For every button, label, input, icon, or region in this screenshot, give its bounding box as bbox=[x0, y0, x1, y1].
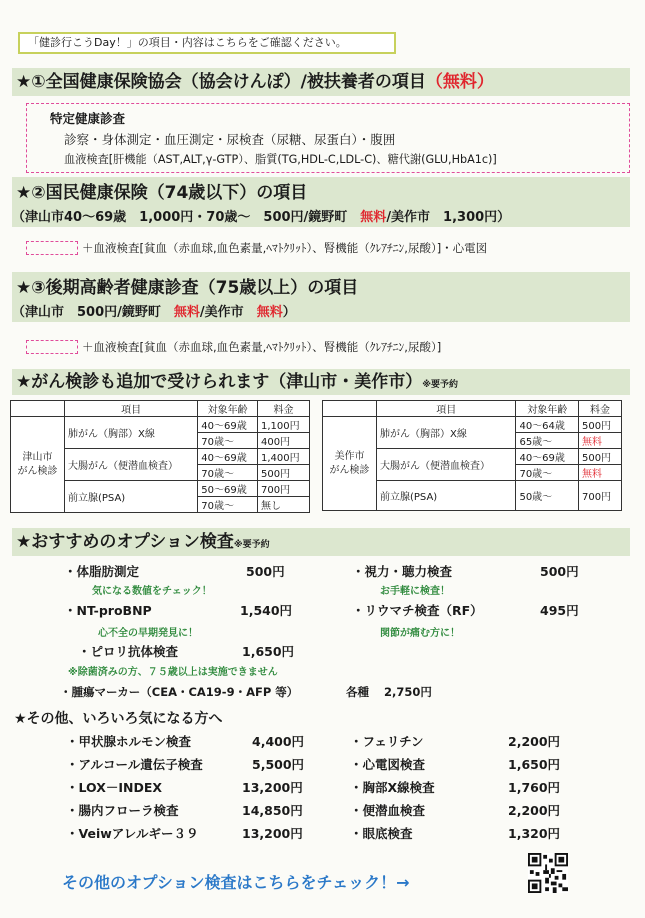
mimasaka-label bbox=[323, 417, 377, 511]
options-header bbox=[12, 528, 630, 556]
other-item-ecg-price: 1,650円 bbox=[508, 757, 561, 772]
table-cell: 65歳～ bbox=[516, 433, 579, 449]
option-tumor-marker-label: 各種 bbox=[346, 685, 369, 699]
option-body-fat-price: 500円 bbox=[246, 564, 285, 579]
other-item-fundus-price: 1,320円 bbox=[508, 826, 561, 841]
option-vision-hearing: ・視力・聴力検査 bbox=[352, 564, 453, 579]
option-pylori-desc: ※除菌済みの方、７５歳以上は実施できません bbox=[68, 667, 278, 678]
option-nt-probnp-price: 1,540円 bbox=[240, 603, 293, 618]
table-header-row bbox=[323, 401, 622, 417]
table-cell: 70歳～ bbox=[516, 465, 579, 481]
other-item-ferritin: ・フェリチン bbox=[350, 734, 424, 749]
table-cell: 500円 bbox=[258, 465, 310, 481]
section3-free-1: 無料 bbox=[173, 305, 200, 320]
mimasaka-cancer-table bbox=[322, 400, 622, 511]
option-body-fat-desc: 気になる数値をチェック！ bbox=[92, 586, 212, 597]
table-cell: 1,400円 bbox=[258, 449, 310, 465]
table-cell: 無料 bbox=[578, 465, 621, 481]
specific-checkup-line1: 診察・身体測定・血圧測定・尿検査（尿糖、尿蛋白）・腹囲 bbox=[64, 132, 396, 147]
section3-free-2: 無料 bbox=[256, 305, 283, 320]
table-cell: 50～69歳 bbox=[198, 481, 258, 497]
others-title: ★その他、いろいろ気になる方へ bbox=[14, 711, 223, 727]
tsuyama-label bbox=[11, 417, 65, 513]
option-rheumatoid-price: 495円 bbox=[540, 603, 579, 618]
table-cell: 400円 bbox=[258, 433, 310, 449]
other-item-alcohol-gene: ・アルコール遺伝子検査 bbox=[66, 757, 203, 772]
section3-prices bbox=[12, 301, 296, 320]
tsuyama-label-2: がん検診 bbox=[17, 465, 58, 477]
table-header: 対象年齢 bbox=[516, 401, 579, 417]
table-cell: 前立腺(PSA) bbox=[65, 481, 198, 513]
more-options-link[interactable]: その他のオプション検査はこちらをチェック！→ bbox=[62, 873, 410, 892]
table-cell: 1,100円 bbox=[258, 417, 310, 433]
option-tumor-marker: ・腫瘍マーカー（CEA・CA19-9・AFP 等） bbox=[60, 685, 299, 699]
option-nt-probnp: ・NT-proBNP bbox=[64, 603, 152, 618]
other-item-gut-flora: ・腸内フローラ検査 bbox=[66, 803, 179, 818]
table-cell: 40～64歳 bbox=[516, 417, 579, 433]
section3-price-c: ） bbox=[282, 305, 296, 320]
other-item-chest-xray: ・胸部X線検査 bbox=[350, 780, 435, 795]
table-cell: 70歳～ bbox=[198, 497, 258, 513]
section2-dashed-marker bbox=[26, 241, 78, 255]
other-item-thyroid: ・甲状腺ホルモン検査 bbox=[66, 734, 192, 749]
table-cell: 無し bbox=[258, 497, 310, 513]
mimasaka-label-1: 美作市 bbox=[334, 450, 365, 462]
table-cell: 70歳～ bbox=[198, 433, 258, 449]
table-cell: 500円 bbox=[578, 449, 621, 465]
section3-price-b: /美作市 bbox=[199, 305, 244, 320]
option-vision-hearing-desc: お手軽に検査！ bbox=[380, 586, 450, 597]
options-note: ※要予約 bbox=[233, 540, 270, 550]
section2-free: 無料 bbox=[360, 210, 387, 225]
table-cell: 50歳～ bbox=[516, 481, 579, 511]
table-label-cell bbox=[11, 401, 65, 417]
other-item-fundus: ・眼底検査 bbox=[350, 826, 413, 841]
section2-extra: ＋血液検査[貧血（赤血球,血色素量,ﾍﾏﾄｸﾘｯﾄ）、腎機能（ｸﾚｱﾁﾆﾝ,尿酸）]・心電図 bbox=[82, 241, 488, 255]
section2-title: ★②国民健康保険（74歳以下）の項目 bbox=[16, 183, 308, 203]
table-label-cell bbox=[323, 401, 377, 417]
other-item-view-allergy: ・Veiwアレルギー３９ bbox=[66, 826, 199, 841]
table-cell: 40～69歳 bbox=[198, 449, 258, 465]
table-header: 料金 bbox=[578, 401, 621, 417]
table-cell: 前立腺(PSA) bbox=[377, 481, 516, 511]
table-cell: 500円 bbox=[578, 417, 621, 433]
other-item-alcohol-gene-price: 5,500円 bbox=[252, 757, 305, 772]
other-item-gut-flora-price: 14,850円 bbox=[242, 803, 303, 818]
cancer-header bbox=[12, 369, 630, 395]
section2-price-a: （津山市40～69歳 1,000円・70歳～ 500円/鏡野町 bbox=[12, 210, 348, 225]
other-item-lox-index: ・LOX－INDEX bbox=[66, 780, 163, 795]
other-item-thyroid-price: 4,400円 bbox=[252, 734, 305, 749]
table-header: 項目 bbox=[65, 401, 198, 417]
options-title: ★おすすめのオプション検査 bbox=[16, 532, 234, 552]
option-pylori: ・ピロリ抗体検査 bbox=[78, 644, 179, 659]
table-cell: 肺がん（胸部）X線 bbox=[377, 417, 516, 449]
table-header: 項目 bbox=[377, 401, 516, 417]
other-item-lox-index-price: 13,200円 bbox=[242, 780, 303, 795]
table-header-row bbox=[11, 401, 310, 417]
option-tumor-marker-price: 2,750円 bbox=[384, 685, 432, 699]
table-cell: 40～69歳 bbox=[516, 449, 579, 465]
specific-checkup-line2: 血液検査[肝機能（AST,ALT,γ-GTP）、脂質(TG,HDL-C,LDL-C)、糖代謝(GLU,HbA1c)] bbox=[64, 153, 497, 166]
table-cell: 大腸がん（便潜血検査） bbox=[377, 449, 516, 481]
tsuyama-label-1: 津山市 bbox=[22, 451, 53, 463]
mimasaka-label-2: がん検診 bbox=[329, 464, 370, 476]
section3-title: ★③後期高齢者健康診査（75歳以上）の項目 bbox=[16, 278, 359, 298]
other-item-fecal-occult-price: 2,200円 bbox=[508, 803, 561, 818]
section1-header bbox=[12, 68, 630, 96]
specific-checkup-title: 特定健康診査 bbox=[50, 111, 126, 126]
table-cell: 70歳～ bbox=[198, 465, 258, 481]
table-cell: 700円 bbox=[578, 481, 621, 511]
table-cell: 肺がん（胸部）X線 bbox=[65, 417, 198, 449]
option-vision-hearing-price: 500円 bbox=[540, 564, 579, 579]
other-item-view-allergy-price: 13,200円 bbox=[242, 826, 303, 841]
section2-prices bbox=[12, 206, 510, 225]
option-pylori-price: 1,650円 bbox=[242, 644, 295, 659]
option-body-fat: ・体脂肪測定 bbox=[64, 564, 140, 579]
tsuyama-cancer-table bbox=[10, 400, 310, 513]
other-item-fecal-occult: ・便潜血検査 bbox=[350, 803, 426, 818]
cancer-title: ★がん検診も追加で受けられます（津山市・美作市） bbox=[16, 372, 423, 392]
table-cell: 700円 bbox=[258, 481, 310, 497]
option-nt-probnp-desc: 心不全の早期発見に！ bbox=[98, 628, 198, 639]
table-row bbox=[11, 417, 310, 433]
section2-price-b: /美作市 1,300円） bbox=[386, 210, 511, 225]
table-header: 料金 bbox=[258, 401, 310, 417]
option-rheumatoid: ・リウマチ検査（RF） bbox=[352, 603, 483, 618]
option-rheumatoid-desc: 関節が痛む方に！ bbox=[380, 628, 460, 639]
table-cell: 大腸がん（便潜血検査） bbox=[65, 449, 198, 481]
other-item-ferritin-price: 2,200円 bbox=[508, 734, 561, 749]
section3-dashed-marker bbox=[26, 340, 78, 354]
cancer-note: ※要予約 bbox=[422, 380, 458, 390]
intro-notice: 「健診行こうDay！」の項目・内容はこちらをご確認ください。 bbox=[18, 32, 396, 54]
table-cell: 無料 bbox=[578, 433, 621, 449]
section1-free: （無料） bbox=[425, 72, 494, 92]
section3-extra: ＋血液検査[貧血（赤血球,血色素量,ﾍﾏﾄｸﾘｯﾄ）、腎機能（ｸﾚｱﾁﾆﾝ,尿酸）] bbox=[82, 340, 442, 354]
qr-code[interactable] bbox=[528, 853, 568, 893]
table-cell: 40～69歳 bbox=[198, 417, 258, 433]
table-header: 対象年齢 bbox=[198, 401, 258, 417]
section3-price-a: （津山市 500円/鏡野町 bbox=[12, 305, 161, 320]
other-item-ecg: ・心電図検査 bbox=[350, 757, 426, 772]
table-row bbox=[323, 417, 622, 433]
other-item-chest-xray-price: 1,760円 bbox=[508, 780, 561, 795]
section1-title: ★①全国健康保険協会（協会けんぽ）/被扶養者の項目 bbox=[16, 72, 426, 92]
